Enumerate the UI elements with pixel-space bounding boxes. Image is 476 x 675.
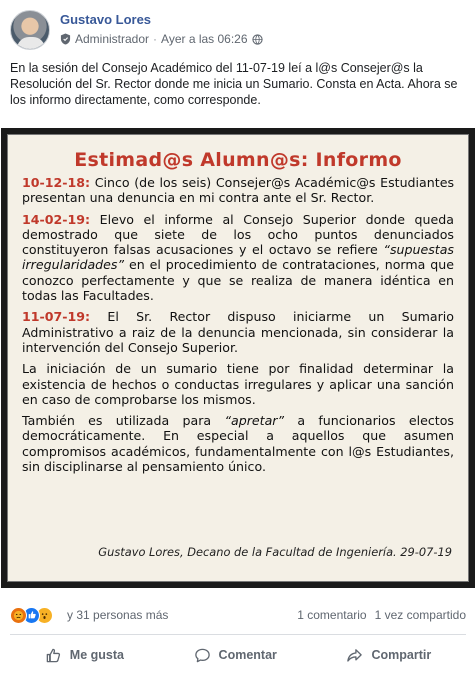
divider [10, 634, 466, 635]
role-label: Administrador [75, 32, 150, 46]
paragraph-text: a funcionarios electos democráticamente. En especial a aquellos que asumen compromisos académicos, fundamentalmente con l@s Estudiantes, sin disciplinarse al pensamiento único. [22, 413, 454, 475]
paragraph-4 [22, 361, 454, 407]
post-text: En la sesión del Consejo Académico del 11-07-19 leí a l@s Consejer@s la Resolución del Sr. Rector donde me inicia un Sumario. Consta en Acta. Ahora se los informo directamente, como corresponde. [10, 61, 458, 107]
comment-label: Comentar [218, 648, 277, 662]
date-label: 10-12-18: [22, 175, 91, 190]
like-label: Me gusta [69, 648, 124, 662]
author-name[interactable]: Gustavo Lores [60, 12, 152, 27]
post-meta [60, 32, 263, 46]
comment-bubble-icon [194, 647, 211, 664]
signature: Gustavo Lores, Decano de la Facultad de Ingeniería. 29-07-19 [98, 545, 452, 559]
image-content [7, 134, 469, 582]
comment-button[interactable] [194, 647, 277, 664]
share-count[interactable]: 1 vez compartido [374, 608, 466, 622]
paragraph-2 [22, 212, 454, 304]
paragraph-text: Cinco (de los seis) Consejer@s Académic@s Estudiantes presentan una denuncia en mi contra ante el Sr. Rector. [22, 175, 454, 206]
emphasis-text: “supuestas irregularidades” [22, 242, 454, 273]
like-button[interactable] [45, 647, 124, 664]
post-image[interactable] [1, 128, 475, 588]
separator-dot: · [153, 32, 158, 46]
paragraph-text: Elevo el informe al Consejo Superior donde queda demostrado que siete de los ocho puntos denunciados constituyeron falsas acusaciones y el octavo se refiere [22, 211, 454, 258]
reactions-bar [10, 604, 466, 626]
image-title: Estimad@s Alumn@s: Informo [74, 149, 402, 171]
paragraph-3 [22, 309, 454, 355]
post-header [10, 10, 466, 54]
paragraph-text: La iniciación de un sumario tiene por finalidad determinar la existencia de hechos o conductas irregulares y aplicar una sanción en caso de comprobarse los mismos. [22, 361, 454, 407]
action-bar [10, 640, 466, 670]
post-stats [297, 608, 466, 622]
timestamp[interactable]: Ayer a las 06:26 [161, 32, 248, 46]
paragraph-5 [22, 413, 454, 474]
paragraph-text: El Sr. Rector dispuso iniciarme un Sumario Administrativo a raiz de la denuncia mencionada, sin considerar la intervención del Consejo Superior. [22, 309, 454, 355]
comment-count[interactable]: 1 comentario [297, 608, 367, 622]
emphasis-text: “apretar” [224, 413, 285, 429]
thumbs-up-icon [45, 647, 62, 664]
angry-reaction-icon[interactable] [10, 607, 27, 624]
share-label: Compartir [371, 648, 432, 662]
paragraph-text: en el procedimiento de contrataciones, norma que conozco perfectamente y que se realiza de manera idéntica en todas las Facultades. [22, 257, 454, 304]
paragraph-1 [22, 175, 454, 206]
date-label: 14-02-19: [22, 211, 91, 227]
avatar[interactable] [10, 10, 50, 50]
reaction-count[interactable]: y 31 personas más [67, 608, 169, 622]
globe-icon [252, 34, 263, 45]
paragraph-text: También es utilizada para [22, 413, 225, 429]
share-arrow-icon [346, 647, 363, 664]
share-button[interactable] [346, 647, 431, 664]
admin-shield-icon [60, 33, 71, 45]
date-label: 11-07-19: [22, 309, 91, 325]
